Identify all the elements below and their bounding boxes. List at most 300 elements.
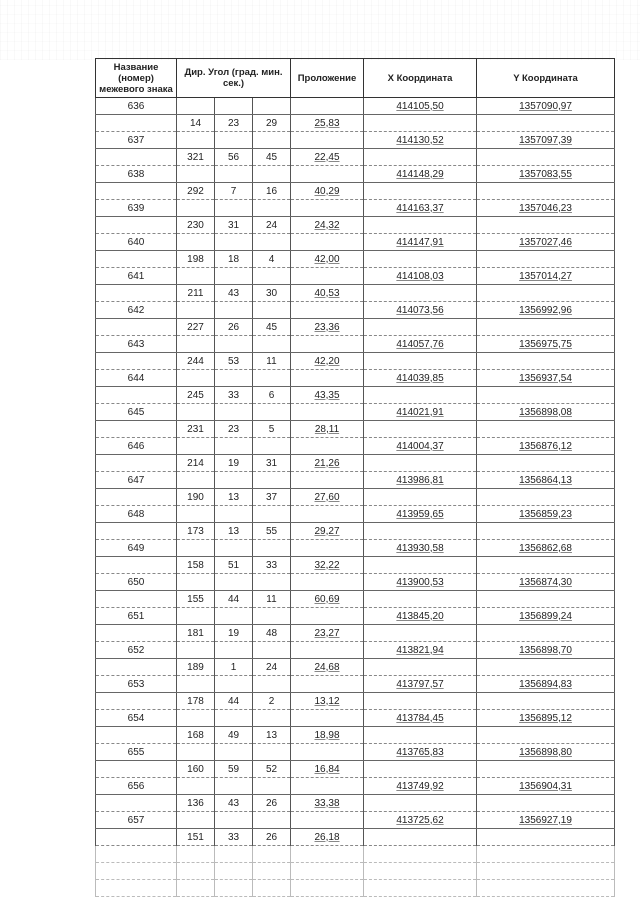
y-coordinate: 1357090,97 [477, 98, 615, 115]
empty-cell [177, 370, 215, 387]
y-coordinate: 1356874,30 [477, 574, 615, 591]
segment-distance: 23,27 [291, 625, 364, 642]
empty-cell [177, 540, 215, 557]
angle-minutes: 51 [215, 557, 253, 574]
empty-cell [253, 336, 291, 353]
segment-row [96, 489, 615, 506]
angle-minutes: 19 [215, 625, 253, 642]
empty-cell [253, 268, 291, 285]
y-coordinate: 1356937,54 [477, 370, 615, 387]
empty-cell [291, 234, 364, 251]
empty-cell [291, 132, 364, 149]
empty-cell [253, 642, 291, 659]
empty-cell [477, 523, 615, 540]
header-distance: Проложение [291, 59, 364, 98]
angle-degrees: 155 [177, 591, 215, 608]
point-row [96, 268, 615, 285]
segment-distance: 25,83 [291, 115, 364, 132]
y-coordinate: 1356862,68 [477, 540, 615, 557]
y-coordinate: 1356876,12 [477, 438, 615, 455]
empty-cell [477, 591, 615, 608]
x-coordinate: 414039,85 [364, 370, 477, 387]
angle-minutes: 13 [215, 523, 253, 540]
angle-degrees: 321 [177, 149, 215, 166]
angle-degrees: 136 [177, 795, 215, 812]
x-coordinate: 414105,50 [364, 98, 477, 115]
point-row [96, 608, 615, 625]
y-coordinate: 1356904,31 [477, 778, 615, 795]
empty-cell [215, 370, 253, 387]
point-row [96, 370, 615, 387]
angle-degrees: 230 [177, 217, 215, 234]
angle-seconds: 11 [253, 591, 291, 608]
segment-distance: 13,12 [291, 693, 364, 710]
angle-seconds: 24 [253, 217, 291, 234]
empty-cell [96, 285, 177, 302]
empty-cell [477, 115, 615, 132]
angle-degrees: 244 [177, 353, 215, 370]
point-name: 643 [96, 336, 177, 353]
point-row [96, 438, 615, 455]
empty-cell [215, 642, 253, 659]
x-coordinate: 414163,37 [364, 200, 477, 217]
x-coordinate: 414148,29 [364, 166, 477, 183]
x-coordinate: 414004,37 [364, 438, 477, 455]
segment-row [96, 251, 615, 268]
empty-cell [364, 693, 477, 710]
scan-noise [0, 0, 640, 60]
segment-row [96, 761, 615, 778]
empty-cell [477, 489, 615, 506]
point-name: 638 [96, 166, 177, 183]
angle-degrees: 173 [177, 523, 215, 540]
empty-cell [364, 880, 477, 897]
empty-cell [253, 778, 291, 795]
empty-cell [96, 761, 177, 778]
empty-cell [253, 812, 291, 829]
angle-seconds: 31 [253, 455, 291, 472]
empty-cell [96, 829, 177, 846]
segment-row [96, 625, 615, 642]
angle-seconds: 26 [253, 795, 291, 812]
segment-row [96, 285, 615, 302]
point-row [96, 200, 615, 217]
empty-cell [253, 302, 291, 319]
angle-seconds: 45 [253, 149, 291, 166]
empty-cell [477, 319, 615, 336]
empty-cell [291, 574, 364, 591]
header-x: X Координата [364, 59, 477, 98]
angle-minutes: 33 [215, 829, 253, 846]
point-row [96, 506, 615, 523]
segment-distance: 24,68 [291, 659, 364, 676]
angle-degrees: 178 [177, 693, 215, 710]
point-row [96, 234, 615, 251]
empty-cell [253, 506, 291, 523]
angle-minutes: 18 [215, 251, 253, 268]
y-coordinate: 1356992,96 [477, 302, 615, 319]
empty-cell [96, 523, 177, 540]
angle-degrees: 14 [177, 115, 215, 132]
point-name: 644 [96, 370, 177, 387]
empty-cell [253, 370, 291, 387]
point-name: 639 [96, 200, 177, 217]
empty-cell [364, 863, 477, 880]
empty-cell [215, 540, 253, 557]
segment-distance: 32,22 [291, 557, 364, 574]
point-name: 646 [96, 438, 177, 455]
empty-cell [177, 846, 215, 863]
empty-cell [477, 795, 615, 812]
y-coordinate: 1356894,83 [477, 676, 615, 693]
angle-seconds: 6 [253, 387, 291, 404]
empty-cell [177, 404, 215, 421]
segment-row [96, 727, 615, 744]
empty-cell [96, 455, 177, 472]
angle-degrees: 190 [177, 489, 215, 506]
point-name: 655 [96, 744, 177, 761]
empty-cell [253, 200, 291, 217]
empty-cell [291, 302, 364, 319]
x-coordinate: 414073,56 [364, 302, 477, 319]
empty-cell [177, 268, 215, 285]
empty-cell [364, 557, 477, 574]
empty-cell [364, 489, 477, 506]
empty-cell [291, 472, 364, 489]
angle-degrees: 151 [177, 829, 215, 846]
angle-minutes: 49 [215, 727, 253, 744]
empty-cell [96, 863, 177, 880]
empty-cell [477, 829, 615, 846]
angle-degrees: 168 [177, 727, 215, 744]
empty-cell [291, 778, 364, 795]
angle-minutes: 44 [215, 591, 253, 608]
y-coordinate: 1356898,70 [477, 642, 615, 659]
boundary-coordinates-table [95, 58, 615, 897]
empty-cell [253, 880, 291, 897]
x-coordinate: 413959,65 [364, 506, 477, 523]
empty-cell [215, 863, 253, 880]
empty-cell [364, 421, 477, 438]
header-name: Название (номер) межевого знака [96, 59, 177, 98]
empty-cell [253, 132, 291, 149]
segment-distance: 60,69 [291, 591, 364, 608]
y-coordinate: 1357014,27 [477, 268, 615, 285]
empty-cell [477, 693, 615, 710]
empty-cell [215, 574, 253, 591]
empty-cell [177, 472, 215, 489]
x-coordinate: 414057,76 [364, 336, 477, 353]
empty-cell [253, 846, 291, 863]
point-row [96, 812, 615, 829]
table-body [96, 98, 615, 897]
point-row [96, 676, 615, 693]
segment-distance: 40,29 [291, 183, 364, 200]
empty-cell [215, 166, 253, 183]
empty-cell [364, 387, 477, 404]
point-name: 642 [96, 302, 177, 319]
segment-row [96, 829, 615, 846]
segment-distance: 22,45 [291, 149, 364, 166]
angle-minutes: 33 [215, 387, 253, 404]
point-name: 650 [96, 574, 177, 591]
empty-cell [253, 234, 291, 251]
empty-cell [96, 557, 177, 574]
empty-cell [177, 608, 215, 625]
angle-seconds: 11 [253, 353, 291, 370]
empty-cell [364, 523, 477, 540]
empty-cell [291, 642, 364, 659]
point-row [96, 744, 615, 761]
x-coordinate: 413986,81 [364, 472, 477, 489]
empty-cell [364, 285, 477, 302]
empty-cell [253, 438, 291, 455]
empty-cell [177, 336, 215, 353]
empty-cell [364, 829, 477, 846]
x-coordinate: 413765,83 [364, 744, 477, 761]
segment-row [96, 183, 615, 200]
empty-cell [215, 302, 253, 319]
empty-cell [253, 472, 291, 489]
angle-seconds: 37 [253, 489, 291, 506]
point-name: 636 [96, 98, 177, 115]
angle-seconds: 26 [253, 829, 291, 846]
empty-cell [215, 336, 253, 353]
segment-row [96, 557, 615, 574]
segment-distance: 21,26 [291, 455, 364, 472]
angle-seconds: 4 [253, 251, 291, 268]
empty-cell [291, 166, 364, 183]
point-row [96, 302, 615, 319]
faded-row [96, 880, 615, 897]
empty-cell [96, 625, 177, 642]
point-row [96, 472, 615, 489]
empty-cell [477, 455, 615, 472]
empty-cell [177, 98, 215, 115]
empty-cell [477, 285, 615, 302]
empty-cell [477, 761, 615, 778]
empty-cell [291, 404, 364, 421]
y-coordinate: 1356898,80 [477, 744, 615, 761]
empty-cell [477, 217, 615, 234]
empty-cell [253, 608, 291, 625]
empty-cell [364, 217, 477, 234]
segment-distance: 23,36 [291, 319, 364, 336]
segment-distance: 28,11 [291, 421, 364, 438]
empty-cell [215, 710, 253, 727]
empty-cell [477, 183, 615, 200]
angle-seconds: 33 [253, 557, 291, 574]
empty-cell [291, 540, 364, 557]
y-coordinate: 1357027,46 [477, 234, 615, 251]
faded-row [96, 846, 615, 863]
point-row [96, 778, 615, 795]
angle-degrees: 227 [177, 319, 215, 336]
empty-cell [177, 302, 215, 319]
point-row [96, 540, 615, 557]
segment-distance: 29,27 [291, 523, 364, 540]
segment-distance: 18,98 [291, 727, 364, 744]
empty-cell [291, 812, 364, 829]
empty-cell [291, 370, 364, 387]
empty-cell [177, 642, 215, 659]
angle-seconds: 52 [253, 761, 291, 778]
empty-cell [291, 336, 364, 353]
angle-degrees: 211 [177, 285, 215, 302]
empty-cell [253, 676, 291, 693]
angle-minutes: 13 [215, 489, 253, 506]
empty-cell [364, 115, 477, 132]
segment-row [96, 319, 615, 336]
segment-row [96, 421, 615, 438]
empty-cell [477, 251, 615, 268]
angle-minutes: 26 [215, 319, 253, 336]
empty-cell [177, 132, 215, 149]
angle-seconds: 45 [253, 319, 291, 336]
angle-seconds: 5 [253, 421, 291, 438]
point-row [96, 98, 615, 115]
point-name: 654 [96, 710, 177, 727]
empty-cell [96, 115, 177, 132]
y-coordinate: 1356895,12 [477, 710, 615, 727]
x-coordinate: 413749,92 [364, 778, 477, 795]
angle-seconds: 30 [253, 285, 291, 302]
header-row [96, 59, 615, 98]
empty-cell [477, 863, 615, 880]
segment-row [96, 659, 615, 676]
empty-cell [96, 659, 177, 676]
empty-cell [364, 591, 477, 608]
empty-cell [96, 387, 177, 404]
angle-degrees: 198 [177, 251, 215, 268]
point-name: 637 [96, 132, 177, 149]
empty-cell [96, 846, 177, 863]
empty-cell [215, 200, 253, 217]
point-row [96, 404, 615, 421]
segment-distance: 42,20 [291, 353, 364, 370]
segment-row [96, 115, 615, 132]
empty-cell [291, 98, 364, 115]
empty-cell [253, 166, 291, 183]
header-angle: Дир. Угол (град. мин. сек.) [177, 59, 291, 98]
empty-cell [96, 217, 177, 234]
point-name: 657 [96, 812, 177, 829]
y-coordinate: 1356898,08 [477, 404, 615, 421]
angle-degrees: 181 [177, 625, 215, 642]
empty-cell [253, 863, 291, 880]
point-row [96, 336, 615, 353]
point-name: 645 [96, 404, 177, 421]
point-name: 647 [96, 472, 177, 489]
empty-cell [364, 761, 477, 778]
angle-degrees: 292 [177, 183, 215, 200]
empty-cell [364, 149, 477, 166]
empty-cell [291, 880, 364, 897]
x-coordinate: 414021,91 [364, 404, 477, 421]
empty-cell [253, 404, 291, 421]
empty-cell [291, 608, 364, 625]
segment-distance: 24,32 [291, 217, 364, 234]
segment-row [96, 455, 615, 472]
x-coordinate: 414147,91 [364, 234, 477, 251]
y-coordinate: 1356927,19 [477, 812, 615, 829]
segment-distance: 26,18 [291, 829, 364, 846]
empty-cell [477, 659, 615, 676]
empty-cell [291, 506, 364, 523]
empty-cell [364, 625, 477, 642]
empty-cell [215, 880, 253, 897]
angle-minutes: 1 [215, 659, 253, 676]
empty-cell [291, 676, 364, 693]
y-coordinate: 1357046,23 [477, 200, 615, 217]
empty-cell [364, 659, 477, 676]
empty-cell [215, 404, 253, 421]
empty-cell [177, 166, 215, 183]
angle-degrees: 158 [177, 557, 215, 574]
x-coordinate: 413930,58 [364, 540, 477, 557]
empty-cell [291, 863, 364, 880]
point-name: 649 [96, 540, 177, 557]
empty-cell [96, 489, 177, 506]
empty-cell [96, 693, 177, 710]
empty-cell [291, 710, 364, 727]
empty-cell [215, 676, 253, 693]
angle-minutes: 23 [215, 115, 253, 132]
segment-row [96, 387, 615, 404]
segment-row [96, 591, 615, 608]
point-row [96, 166, 615, 183]
empty-cell [215, 268, 253, 285]
empty-cell [253, 574, 291, 591]
point-row [96, 642, 615, 659]
empty-cell [177, 506, 215, 523]
segment-distance: 42,00 [291, 251, 364, 268]
empty-cell [215, 438, 253, 455]
empty-cell [364, 846, 477, 863]
x-coordinate: 413900,53 [364, 574, 477, 591]
empty-cell [364, 455, 477, 472]
x-coordinate: 414130,52 [364, 132, 477, 149]
empty-cell [253, 744, 291, 761]
empty-cell [477, 387, 615, 404]
angle-seconds: 13 [253, 727, 291, 744]
empty-cell [253, 710, 291, 727]
empty-cell [177, 880, 215, 897]
point-row [96, 710, 615, 727]
point-name: 653 [96, 676, 177, 693]
angle-seconds: 2 [253, 693, 291, 710]
point-name: 648 [96, 506, 177, 523]
empty-cell [477, 421, 615, 438]
angle-minutes: 43 [215, 285, 253, 302]
empty-cell [477, 727, 615, 744]
empty-cell [364, 353, 477, 370]
segment-distance: 40,53 [291, 285, 364, 302]
point-row [96, 574, 615, 591]
angle-degrees: 245 [177, 387, 215, 404]
empty-cell [364, 251, 477, 268]
empty-cell [477, 557, 615, 574]
empty-cell [96, 183, 177, 200]
empty-cell [96, 149, 177, 166]
empty-cell [291, 200, 364, 217]
segment-row [96, 217, 615, 234]
empty-cell [96, 319, 177, 336]
angle-minutes: 31 [215, 217, 253, 234]
segment-distance: 43,35 [291, 387, 364, 404]
empty-cell [96, 727, 177, 744]
empty-cell [364, 795, 477, 812]
